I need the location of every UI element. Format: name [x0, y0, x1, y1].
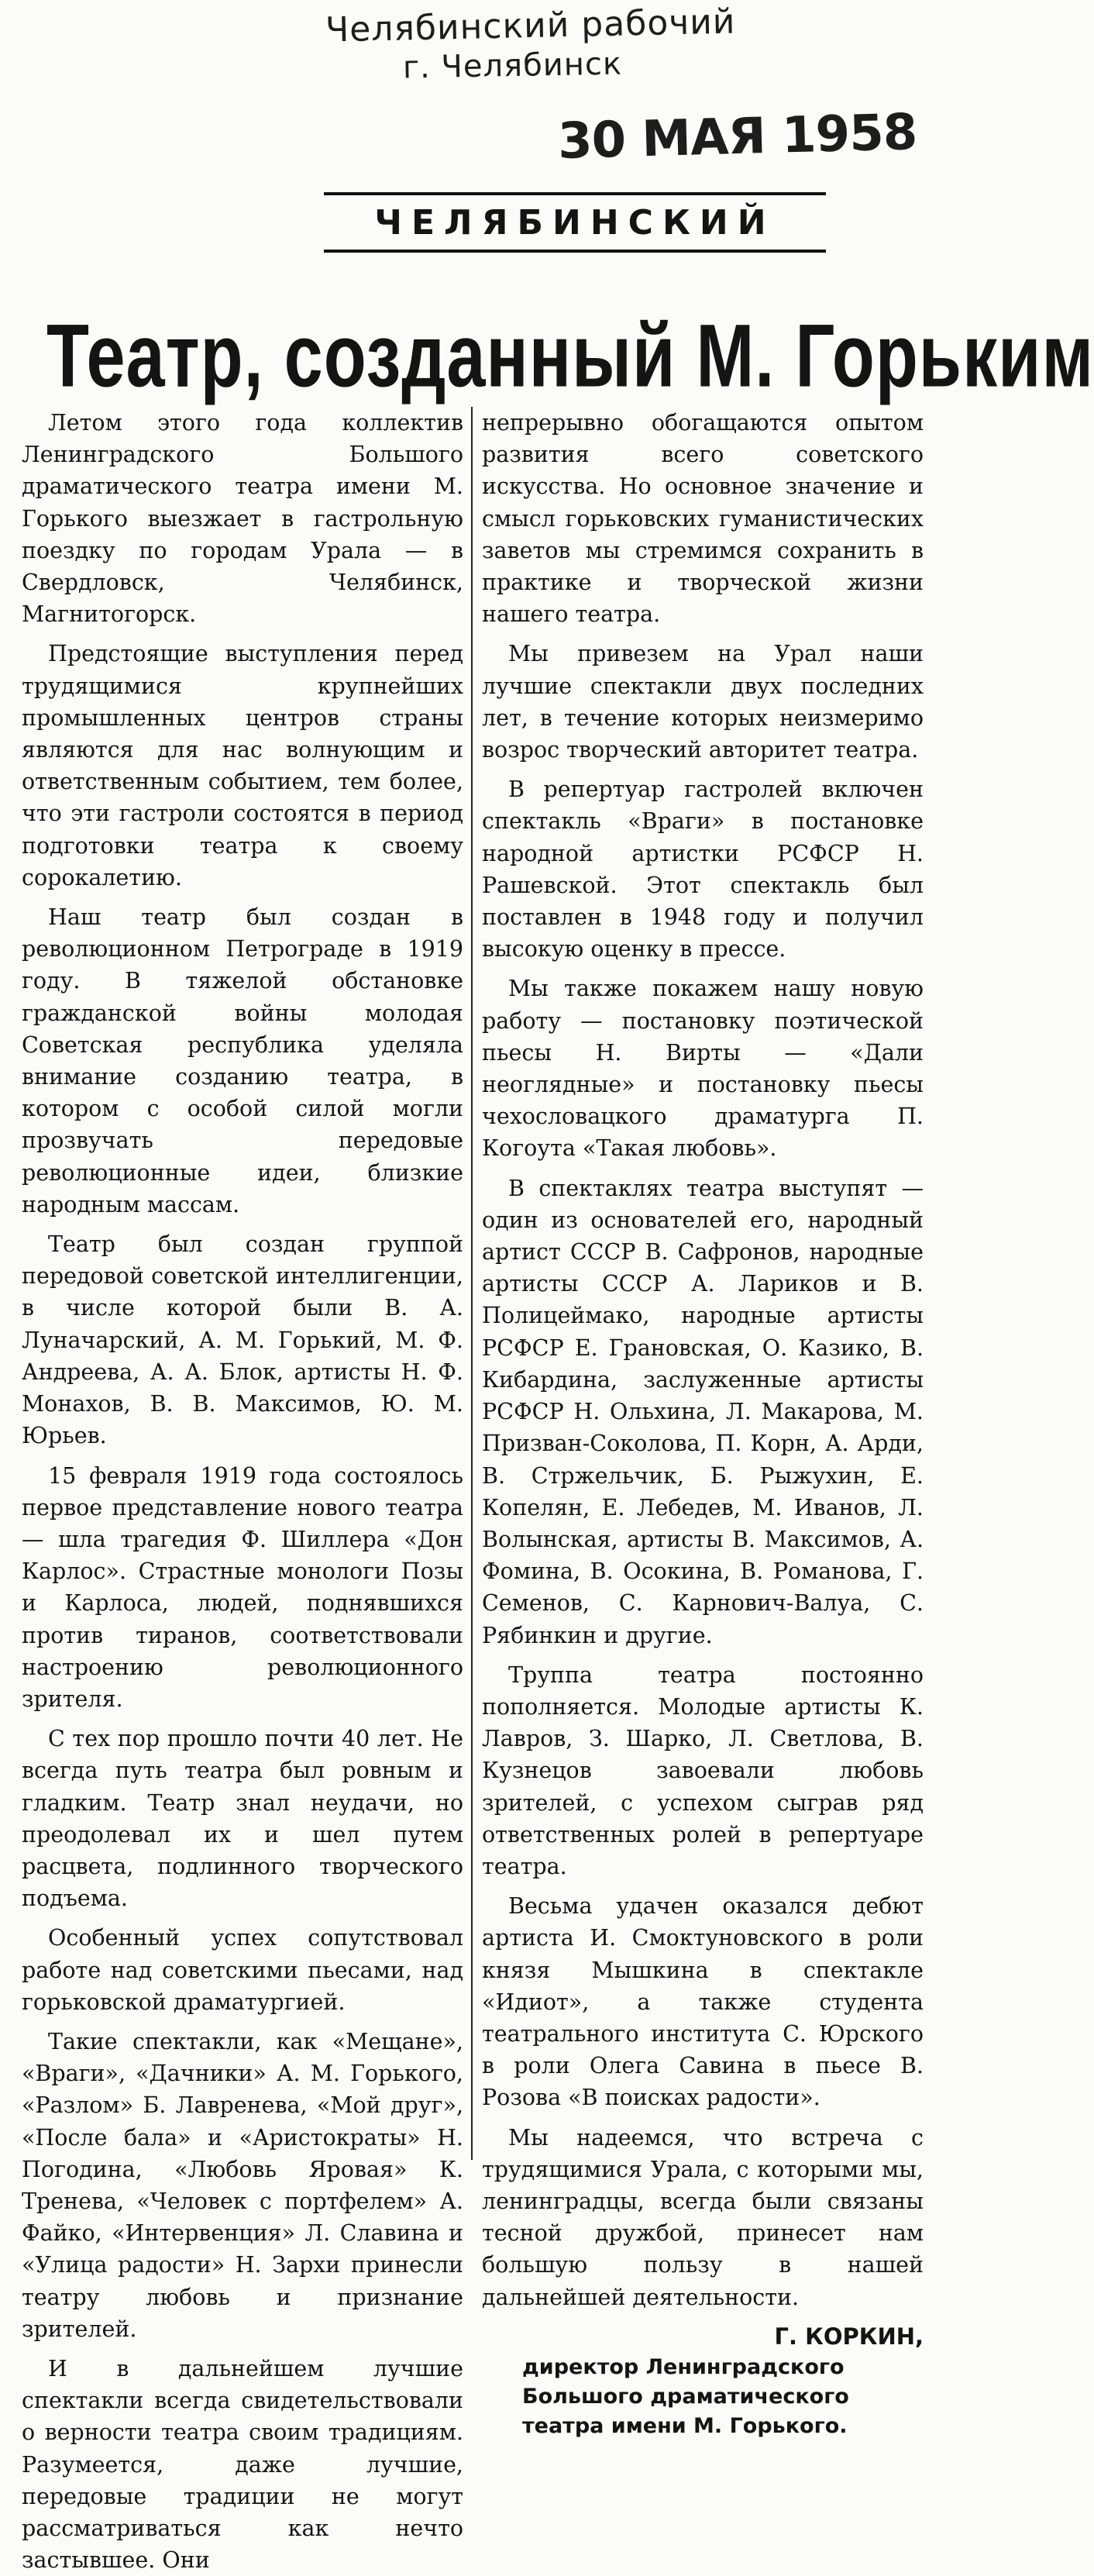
rubric-bottom-rule — [324, 250, 826, 253]
article-left-column — [22, 407, 463, 2574]
paragraph: Театр был создан группой передовой советской интеллигенции, в числе которой были В. А. Луначарский, А. М. Горький, М. Ф. Андреева, А. А. Блок, артисты Н. Ф. Монахов, В. В. Максимов, Ю. М. Юрьев. — [22, 1231, 463, 1449]
rubric-title: ЧЕЛЯБИНСКИЙ — [374, 203, 776, 243]
paragraph: Особенный успех сопутствовал работе над советскими пьесами, над горьковской драматургией. — [22, 1925, 463, 2015]
paragraph: Мы также покажем нашу новую работу — постановку поэтической пьесы Н. Вирты — «Дали неоглядные» и постановку пьесы чехословацкого драматурга П. Когоута «Такая любовь». — [482, 976, 924, 1162]
paragraph: В репертуар гастролей включен спектакль «Враги» в постановке народной артистки РСФСР Н. Рашевской. Этот спектакль был поставлен в 1948 году и получил высокую оценку в прессе. — [482, 777, 924, 963]
paragraph: Весьма удачен оказался дебют артиста И. Смоктуновского в роли князя Мышкина в спектакле «Идиот», а также студента театрального института С. Юрского в роли Олега Савина в пьесе В. Розова «В поисках радости». — [482, 1893, 924, 2111]
city-stamp: г. Челябинск — [402, 46, 623, 86]
rubric-top-rule — [324, 192, 826, 195]
paragraph: 15 февраля 1919 года состоялось первое представление нового театра — шла трагедия Ф. Шиллера «Дон Карлос». Страстные монологи Позы и Карлоса, людей, поднявшихся против тиранов, соответствовали настроению революционного зрителя. — [22, 1462, 463, 1712]
article-headline: Театр, созданный М. Горьким — [46, 307, 1094, 407]
paragraph: Труппа театра постоянно пополняется. Молодые артисты К. Лавров, З. Шарко, Л. Светлова, В. Кузнецов завоевали любовь зрителей, с успехом сыграв ряд ответственных ролей в репертуаре театра. — [482, 1662, 924, 1879]
newspaper-stamp: Челябинский рабочий — [325, 2, 736, 50]
paragraph: Такие спектакли, как «Мещане», «Враги», «Дачники» А. М. Горького, «Разлом» Б. Лавренева, «Мой друг», «После бала» и «Аристократы» Н. Погодина, «Любовь Яровая» К. Тренева, «Человек с портфелем» А. Файко, «Интервенция» Л. Славина и «Улица радости» Н. Зархи принесли театру любовь и признание зрителей. — [22, 2028, 463, 2342]
paragraph: В спектаклях театра выступят — один из основателей его, народный артист СССР В. Сафронов, народные артисты СССР А. Лариков и В. Полицеймако, народные артисты РСФСР Е. Грановская, О. Казико, В. Кибардина, заслуженные артисты РСФСР Н. Ольхина, Л. Макарова, М. Призван-Соколова, П. Корн, А. Арди, В. Стржельчик, Б. Рыжухин, Е. Копелян, Е. Лебедев, М. Иванов, Л. Волынская, артисты В. Максимов, А. Фомина, В. Осокина, В. Романова, Г. Семенов, С. Карнович-Валуа, С. Рябинкин и другие. — [482, 1175, 924, 1648]
paragraph: Мы привезем на Урал наши лучшие спектакли двух последних лет, в течение которых неизмеримо возрос творческий авторитет театра. — [482, 641, 924, 763]
author-name: Г. КОРКИН, — [774, 2323, 924, 2350]
date-stamp: 30 МАЯ 1958 — [557, 103, 918, 171]
article-right-column — [482, 407, 924, 2438]
paragraph: Наш театр был создан в революционном Петрограде в 1919 году. В тяжелой обстановке гражданской войны молодая Советская республика уделяла внимание созданию театра, в котором с особой силой могли прозвучать передовые революционные идеи, близкие народным массам. — [22, 904, 463, 1217]
paragraph: Летом этого года коллектив Ленинградского Большого драматического театра имени М. Горького выезжает в гастрольную поездку по городам Урала — в Свердловск, Челябинск, Магнитогорск. — [22, 410, 463, 628]
paragraph: И в дальнейшем лучшие спектакли всегда свидетельствовали о верности театра своим традициям. Разумеется, даже лучшие, передовые традиции не могут рассматриваться как нечто застывшее. Они — [22, 2355, 463, 2574]
author-title: директор Ленинградского Большого драматического театра имени М. Горького. — [522, 2354, 849, 2438]
paragraph: Предстоящие выступления перед трудящимися крупнейших промышленных центров страны являются для нас волнующим и ответственным событием, тем более, что эти гастроли состоятся в период подготовки театра к своему сорокалетию. — [22, 641, 463, 890]
paragraph: С тех пор прошло почти 40 лет. Не всегда путь театра был ровным и гладким. Театр знал неудачи, но преодолевал их и шел путем расцвета, подлинного творческого подъема. — [22, 1726, 463, 1912]
column-divider — [471, 407, 473, 2160]
paragraph: непрерывно обогащаются опытом развития всего советского искусства. Но основное значение и смысл горьковских гуманистических заветов мы стремимся сохранить в практике и творческой жизни нашего театра. — [482, 410, 924, 628]
paragraph: Мы надеемся, что встреча с трудящимися Урала, с которыми мы, ленинградцы, всегда были связаны тесной дружбой, принесет нам большую пользу в нашей дальнейшей деятельности. — [482, 2124, 924, 2310]
